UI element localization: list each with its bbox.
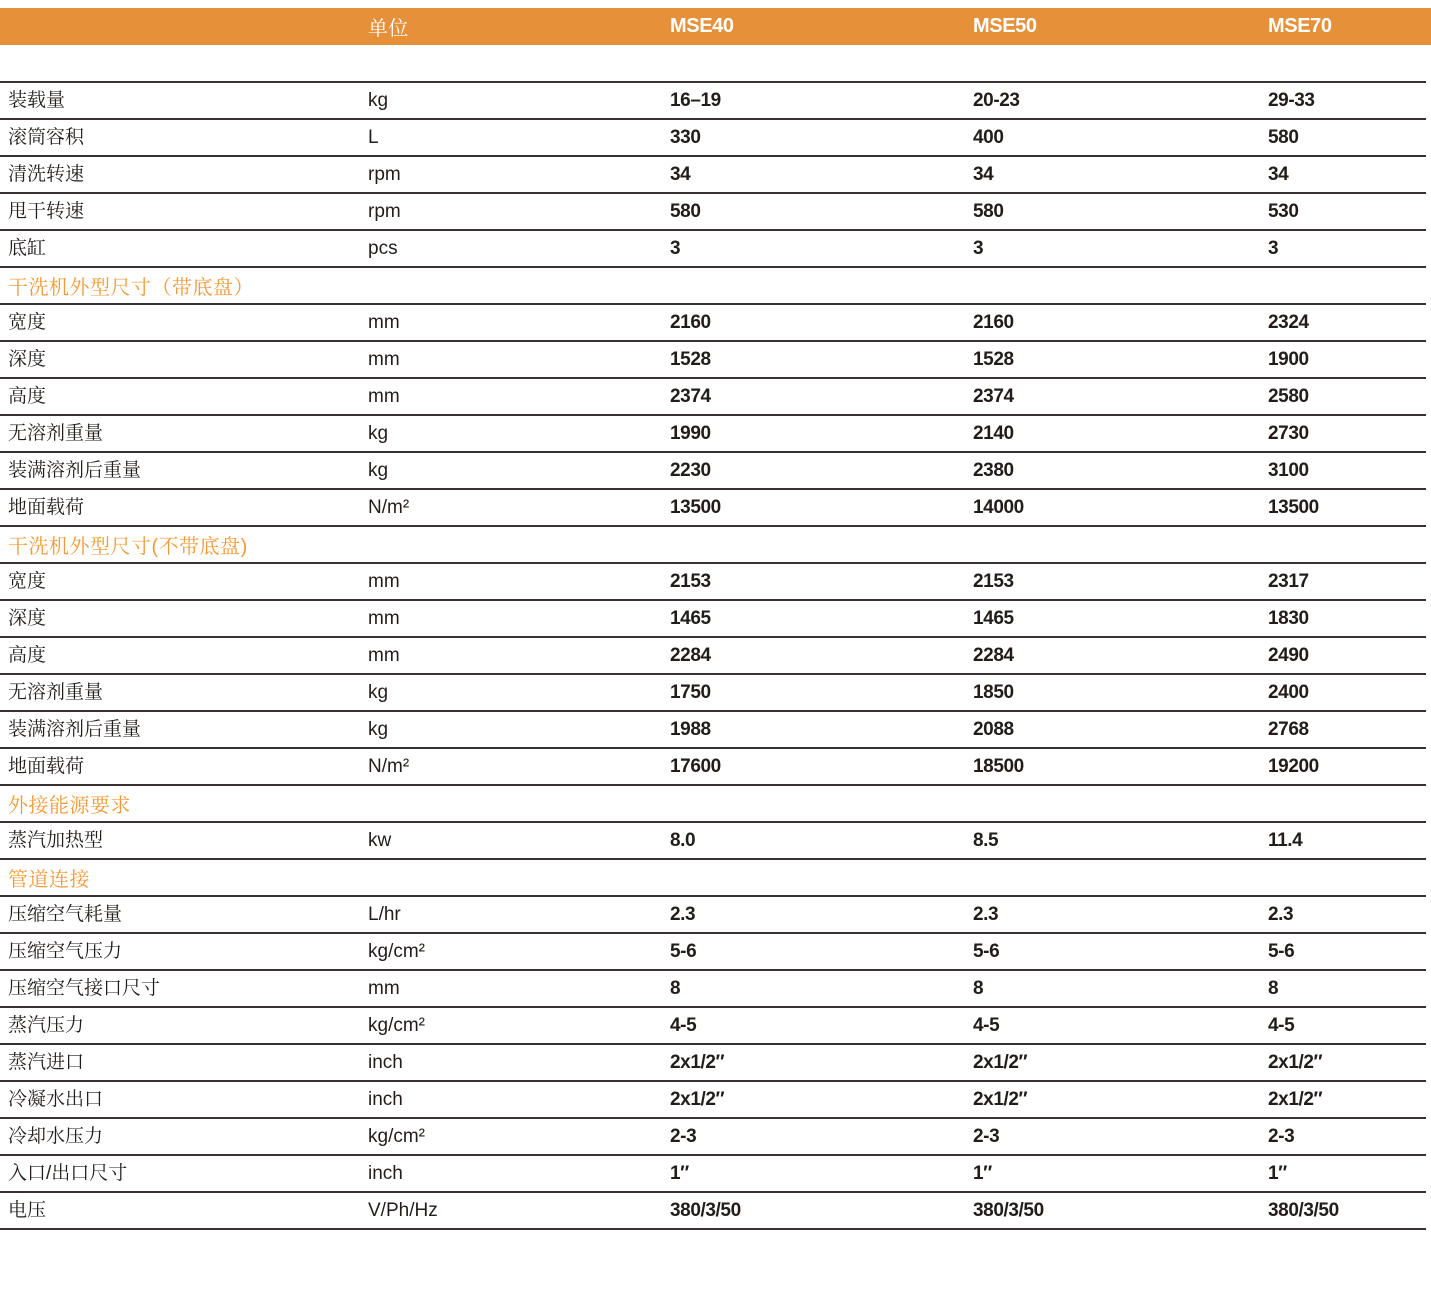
spec-row-value-mse40: 2153 xyxy=(670,571,711,592)
spec-row-unit: rpm xyxy=(368,201,401,222)
spec-row-value-mse40: 8.0 xyxy=(670,830,696,851)
spec-row-value-mse70: 2317 xyxy=(1268,571,1309,592)
spec-row xyxy=(0,934,1426,971)
spec-row-value-mse50: 20-23 xyxy=(973,90,1020,111)
spec-sheet-page xyxy=(0,8,1431,1299)
spec-row-value-mse50: 1528 xyxy=(973,349,1014,370)
spec-row-value-mse50: 2x1/2″ xyxy=(973,1089,1028,1110)
spec-row-label: 深度 xyxy=(8,608,47,629)
spec-row xyxy=(0,601,1426,638)
spec-row-value-mse50: 2284 xyxy=(973,645,1014,666)
spec-row-value-mse70: 2.3 xyxy=(1268,904,1294,925)
column-header-mse40: MSE40 xyxy=(670,15,734,37)
spec-row-label: 地面载荷 xyxy=(8,497,85,518)
spec-row-value-mse50: 380/3/50 xyxy=(973,1200,1044,1221)
spec-row-unit: mm xyxy=(368,386,400,407)
spec-row-value-mse50: 1465 xyxy=(973,608,1014,629)
spec-row-value-mse40: 3 xyxy=(670,238,681,259)
spec-row xyxy=(0,897,1426,934)
spec-row-value-mse50: 2153 xyxy=(973,571,1014,592)
spec-row-value-mse70: 5-6 xyxy=(1268,941,1295,962)
table-header-bar xyxy=(0,8,1431,45)
spec-row-value-mse50: 2380 xyxy=(973,460,1014,481)
spec-row-label: 高度 xyxy=(8,645,47,666)
spec-row-label: 宽度 xyxy=(8,312,47,333)
spec-row-unit: kg xyxy=(368,719,389,740)
spec-row-label: 蒸汽压力 xyxy=(8,1015,85,1036)
spec-row xyxy=(0,157,1426,194)
spec-row xyxy=(0,305,1426,342)
spec-row-unit: L xyxy=(368,127,379,148)
spec-row-unit: N/m² xyxy=(368,497,410,518)
spec-row xyxy=(0,638,1426,675)
section-header-label: 干洗机外型尺寸（带底盘） xyxy=(8,277,254,299)
spec-row xyxy=(0,564,1426,601)
spec-row-value-mse70: 380/3/50 xyxy=(1268,1200,1339,1221)
spec-row-value-mse50: 2x1/2″ xyxy=(973,1052,1028,1073)
spec-row xyxy=(0,490,1426,527)
spec-row-value-mse40: 13500 xyxy=(670,497,721,518)
section-header-row xyxy=(0,860,1426,897)
spec-row-value-mse70: 3 xyxy=(1268,238,1279,259)
spec-row-value-mse40: 380/3/50 xyxy=(670,1200,741,1221)
spec-row-unit: inch xyxy=(368,1163,403,1184)
spec-row-value-mse40: 34 xyxy=(670,164,691,185)
spec-row-label: 入口/出口尺寸 xyxy=(8,1163,128,1184)
spec-row xyxy=(0,823,1426,860)
spec-row-value-mse50: 8.5 xyxy=(973,830,999,851)
spec-row xyxy=(0,712,1426,749)
spec-row xyxy=(0,379,1426,416)
spec-row-label: 无溶剂重量 xyxy=(8,682,104,703)
spec-row-value-mse70: 2-3 xyxy=(1268,1126,1295,1147)
spec-row-label: 压缩空气耗量 xyxy=(8,904,123,925)
spec-row xyxy=(0,1082,1426,1119)
spec-row xyxy=(0,749,1426,786)
spec-row-value-mse50: 5-6 xyxy=(973,941,1000,962)
spec-row-label: 装满溶剂后重量 xyxy=(8,719,142,740)
spec-row-label: 清洗转速 xyxy=(8,164,85,185)
spec-row-value-mse50: 2-3 xyxy=(973,1126,1000,1147)
spec-row-label: 滚筒容积 xyxy=(8,127,85,148)
spec-row-unit: kg xyxy=(368,460,389,481)
spec-row-value-mse50: 8 xyxy=(973,978,984,999)
spec-row-value-mse40: 2230 xyxy=(670,460,711,481)
spec-row-unit: mm xyxy=(368,571,400,592)
spec-row-unit: V/Ph/Hz xyxy=(368,1200,438,1221)
spec-row-label: 无溶剂重量 xyxy=(8,423,104,444)
spec-row xyxy=(0,416,1426,453)
spec-row-value-mse50: 1″ xyxy=(973,1163,992,1184)
spec-row-unit: kg/cm² xyxy=(368,941,425,962)
spec-row-value-mse50: 400 xyxy=(973,127,1004,148)
spec-row-value-mse70: 2x1/2″ xyxy=(1268,1089,1323,1110)
spec-row-unit: kg xyxy=(368,423,389,444)
spec-row-value-mse40: 1″ xyxy=(670,1163,689,1184)
section-header-label: 外接能源要求 xyxy=(8,795,131,817)
spec-row-unit: mm xyxy=(368,645,400,666)
spec-row-value-mse40: 16–19 xyxy=(670,90,721,111)
section-header-row xyxy=(0,786,1426,823)
spec-row-value-mse50: 2088 xyxy=(973,719,1014,740)
spec-row xyxy=(0,971,1426,1008)
spec-row-unit: mm xyxy=(368,978,400,999)
spec-row-value-mse40: 2160 xyxy=(670,312,711,333)
spec-row-label: 压缩空气接口尺寸 xyxy=(8,978,161,999)
spec-row-value-mse50: 34 xyxy=(973,164,994,185)
spec-row-label: 高度 xyxy=(8,386,47,407)
spec-row-label: 底缸 xyxy=(8,238,47,259)
spec-row xyxy=(0,453,1426,490)
spec-row-value-mse50: 3 xyxy=(973,238,984,259)
spec-row xyxy=(0,1193,1426,1230)
section-header-row xyxy=(0,268,1426,305)
spec-row-value-mse40: 4-5 xyxy=(670,1015,697,1036)
column-header-unit: 单位 xyxy=(368,18,409,40)
spec-row-value-mse70: 29-33 xyxy=(1268,90,1315,111)
spec-row xyxy=(0,120,1426,157)
spec-row-label: 电压 xyxy=(8,1200,47,1221)
column-header-mse70: MSE70 xyxy=(1268,15,1332,37)
spec-row-unit: kg/cm² xyxy=(368,1126,425,1147)
spec-row xyxy=(0,342,1426,379)
spec-row-value-mse40: 1465 xyxy=(670,608,711,629)
spec-row-value-mse40: 1528 xyxy=(670,349,711,370)
spec-row-value-mse40: 1750 xyxy=(670,682,711,703)
spec-row xyxy=(0,83,1426,120)
spec-row-label: 蒸汽进口 xyxy=(8,1052,85,1073)
spec-row-label: 装满溶剂后重量 xyxy=(8,460,142,481)
spec-row-value-mse70: 2768 xyxy=(1268,719,1309,740)
spec-row-unit: kw xyxy=(368,830,392,851)
spec-row-value-mse50: 14000 xyxy=(973,497,1024,518)
spec-row-unit: pcs xyxy=(368,238,398,259)
spec-row xyxy=(0,231,1426,268)
spec-row xyxy=(0,1119,1426,1156)
spec-row-value-mse50: 2374 xyxy=(973,386,1014,407)
spec-row-value-mse50: 2160 xyxy=(973,312,1014,333)
spec-table xyxy=(0,81,1426,1230)
spec-row-value-mse50: 580 xyxy=(973,201,1004,222)
spec-row-value-mse70: 3100 xyxy=(1268,460,1309,481)
spec-row-value-mse70: 19200 xyxy=(1268,756,1319,777)
spec-row xyxy=(0,1008,1426,1045)
spec-row-value-mse40: 2.3 xyxy=(670,904,696,925)
spec-row-value-mse40: 2x1/2″ xyxy=(670,1052,725,1073)
spec-row-value-mse70: 34 xyxy=(1268,164,1289,185)
spec-row-value-mse70: 11.4 xyxy=(1268,830,1303,851)
spec-row-value-mse40: 5-6 xyxy=(670,941,697,962)
spec-row-value-mse70: 530 xyxy=(1268,201,1299,222)
spec-row-value-mse50: 2140 xyxy=(973,423,1014,444)
spec-row-value-mse40: 2-3 xyxy=(670,1126,697,1147)
spec-row-unit: inch xyxy=(368,1052,403,1073)
spec-row-unit: rpm xyxy=(368,164,401,185)
spec-row-value-mse70: 2490 xyxy=(1268,645,1309,666)
spec-row xyxy=(0,675,1426,712)
spec-row-value-mse50: 2.3 xyxy=(973,904,999,925)
section-header-label: 管道连接 xyxy=(8,869,90,891)
spec-row-value-mse40: 580 xyxy=(670,201,701,222)
spec-row-unit: mm xyxy=(368,312,400,333)
spec-row-value-mse70: 8 xyxy=(1268,978,1279,999)
spec-row-label: 地面载荷 xyxy=(8,756,85,777)
column-header-mse50: MSE50 xyxy=(973,15,1037,37)
spec-row-unit: kg xyxy=(368,682,389,703)
spec-row-value-mse40: 1990 xyxy=(670,423,711,444)
section-header-label: 干洗机外型尺寸(不带底盘) xyxy=(8,536,248,558)
spec-row-unit: inch xyxy=(368,1089,403,1110)
spec-row-label: 蒸汽加热型 xyxy=(8,830,104,851)
spec-row-value-mse40: 2374 xyxy=(670,386,711,407)
spec-row-label: 冷凝水出口 xyxy=(8,1089,104,1110)
spec-row-value-mse50: 4-5 xyxy=(973,1015,1000,1036)
spec-row-label: 压缩空气压力 xyxy=(8,941,123,962)
spec-row xyxy=(0,1156,1426,1193)
spec-row-value-mse50: 1850 xyxy=(973,682,1014,703)
spec-row-value-mse70: 2580 xyxy=(1268,386,1309,407)
spec-row-label: 甩干转速 xyxy=(8,201,85,222)
spec-row-value-mse40: 8 xyxy=(670,978,681,999)
spec-row-value-mse70: 2x1/2″ xyxy=(1268,1052,1323,1073)
spec-row-label: 冷却水压力 xyxy=(8,1126,104,1147)
spec-row-value-mse40: 2284 xyxy=(670,645,711,666)
spec-row-value-mse70: 2730 xyxy=(1268,423,1309,444)
spec-row-unit: N/m² xyxy=(368,756,410,777)
spec-row-value-mse70: 2324 xyxy=(1268,312,1309,333)
spec-row-unit: kg/cm² xyxy=(368,1015,425,1036)
spec-row-value-mse70: 1830 xyxy=(1268,608,1309,629)
spec-row-unit: mm xyxy=(368,608,400,629)
spec-row-unit: mm xyxy=(368,349,400,370)
spec-row-label: 装载量 xyxy=(8,90,66,111)
spec-row-value-mse70: 1″ xyxy=(1268,1163,1287,1184)
spec-row-label: 深度 xyxy=(8,349,47,370)
spec-row-unit: L/hr xyxy=(368,904,401,925)
spec-row-value-mse40: 17600 xyxy=(670,756,721,777)
spec-row-value-mse40: 1988 xyxy=(670,719,711,740)
spec-row-value-mse40: 2x1/2″ xyxy=(670,1089,725,1110)
spec-row-value-mse70: 13500 xyxy=(1268,497,1319,518)
spec-row xyxy=(0,1045,1426,1082)
spec-row-value-mse70: 580 xyxy=(1268,127,1299,148)
spec-row-unit: kg xyxy=(368,90,389,111)
spec-row xyxy=(0,194,1426,231)
spec-row-value-mse40: 330 xyxy=(670,127,701,148)
spec-row-value-mse70: 1900 xyxy=(1268,349,1309,370)
spec-row-label: 宽度 xyxy=(8,571,47,592)
spec-row-value-mse70: 2400 xyxy=(1268,682,1309,703)
section-header-row xyxy=(0,527,1426,564)
spec-row-value-mse50: 18500 xyxy=(973,756,1024,777)
spec-row-value-mse70: 4-5 xyxy=(1268,1015,1295,1036)
